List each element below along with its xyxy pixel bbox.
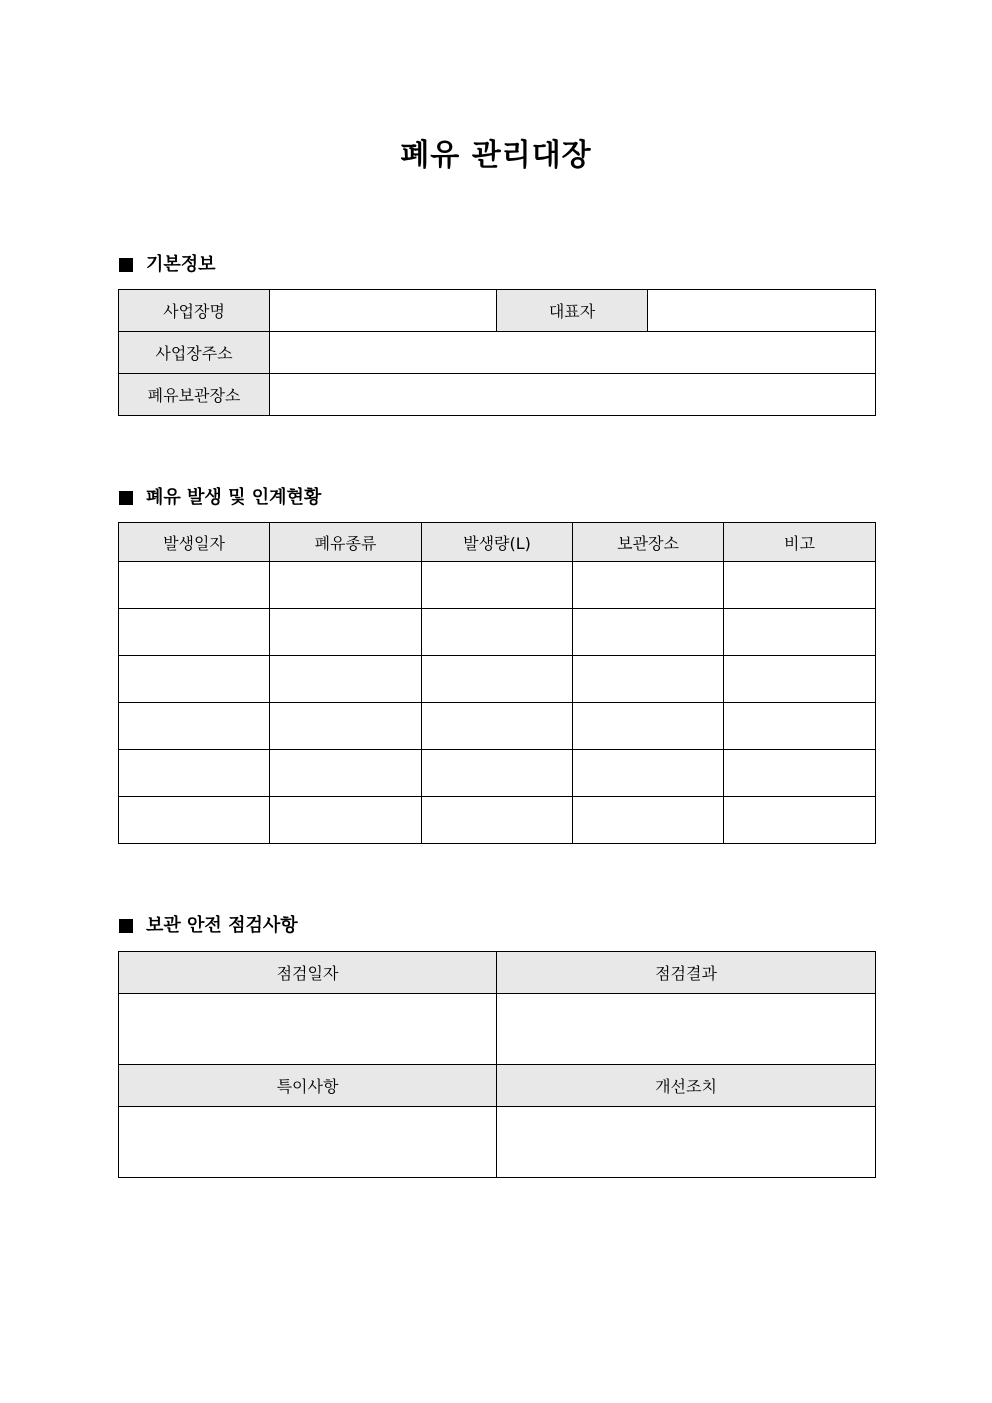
table-cell[interactable] — [724, 797, 876, 844]
section-heading-basic — [119, 253, 216, 277]
inspection-date-label: 점검일자 — [119, 952, 497, 994]
table-cell[interactable] — [573, 703, 724, 750]
table-cell[interactable] — [119, 750, 270, 797]
table-cell[interactable] — [573, 750, 724, 797]
table-cell[interactable] — [119, 609, 270, 656]
table-header-row — [119, 952, 876, 994]
table-cell[interactable] — [724, 656, 876, 703]
table-cell[interactable] — [573, 562, 724, 609]
inspection-date-field[interactable] — [119, 994, 497, 1065]
table-cell[interactable] — [270, 609, 422, 656]
table-cell[interactable] — [422, 656, 573, 703]
table-row — [119, 797, 876, 844]
storage-location-field[interactable] — [270, 374, 876, 416]
waste-record-table — [118, 522, 876, 844]
representative-field[interactable] — [648, 290, 876, 332]
table-row — [119, 656, 876, 703]
table-cell[interactable] — [270, 703, 422, 750]
address-field[interactable] — [270, 332, 876, 374]
representative-label: 대표자 — [497, 290, 648, 332]
table-row — [119, 609, 876, 656]
inspection-result-field[interactable] — [497, 994, 876, 1065]
table-cell[interactable] — [119, 656, 270, 703]
table-cell[interactable] — [422, 750, 573, 797]
section-heading-waste-text: 폐유 발생 및 인계현황 — [146, 487, 322, 508]
column-header-amount: 발생량(L) — [422, 523, 573, 562]
table-cell[interactable] — [573, 656, 724, 703]
square-bullet-icon — [119, 258, 133, 272]
special-notes-label: 특이사항 — [119, 1065, 497, 1107]
square-bullet-icon — [119, 491, 133, 505]
page-title: 폐유 관리대장 — [400, 138, 592, 173]
corrective-action-field[interactable] — [497, 1107, 876, 1178]
table-cell[interactable] — [724, 562, 876, 609]
square-bullet-icon — [119, 919, 133, 933]
table-cell[interactable] — [270, 562, 422, 609]
storage-location-label: 폐유보관장소 — [119, 374, 270, 416]
table-cell[interactable] — [724, 703, 876, 750]
section-heading-inspection-text: 보관 안전 점검사항 — [146, 915, 298, 936]
table-cell[interactable] — [270, 797, 422, 844]
table-row — [119, 1107, 876, 1178]
business-name-field[interactable] — [270, 290, 497, 332]
section-heading-basic-text: 기본정보 — [146, 254, 216, 275]
column-header-date: 발생일자 — [119, 523, 270, 562]
table-cell[interactable] — [573, 609, 724, 656]
table-cell[interactable] — [422, 609, 573, 656]
table-header-row — [119, 1065, 876, 1107]
business-name-label: 사업장명 — [119, 290, 270, 332]
table-row — [119, 290, 876, 332]
table-cell[interactable] — [119, 797, 270, 844]
table-header-row — [119, 523, 876, 562]
table-cell[interactable] — [119, 562, 270, 609]
table-cell[interactable] — [422, 562, 573, 609]
table-cell[interactable] — [119, 703, 270, 750]
table-row — [119, 562, 876, 609]
section-heading-waste — [119, 486, 321, 510]
table-cell[interactable] — [724, 750, 876, 797]
corrective-action-label: 개선조치 — [497, 1065, 876, 1107]
inspection-result-label: 점검결과 — [497, 952, 876, 994]
table-row — [119, 374, 876, 416]
column-header-type: 폐유종류 — [270, 523, 422, 562]
table-cell[interactable] — [270, 750, 422, 797]
column-header-storage: 보관장소 — [573, 523, 724, 562]
address-label: 사업장주소 — [119, 332, 270, 374]
table-row — [119, 703, 876, 750]
table-row — [119, 332, 876, 374]
section-heading-inspection — [119, 914, 298, 938]
special-notes-field[interactable] — [119, 1107, 497, 1178]
table-row — [119, 994, 876, 1065]
inspection-table — [118, 951, 876, 1178]
table-cell[interactable] — [422, 703, 573, 750]
table-cell[interactable] — [724, 609, 876, 656]
basic-info-table — [118, 289, 876, 416]
column-header-remarks: 비고 — [724, 523, 876, 562]
table-cell[interactable] — [573, 797, 724, 844]
table-row — [119, 750, 876, 797]
table-cell[interactable] — [270, 656, 422, 703]
table-cell[interactable] — [422, 797, 573, 844]
